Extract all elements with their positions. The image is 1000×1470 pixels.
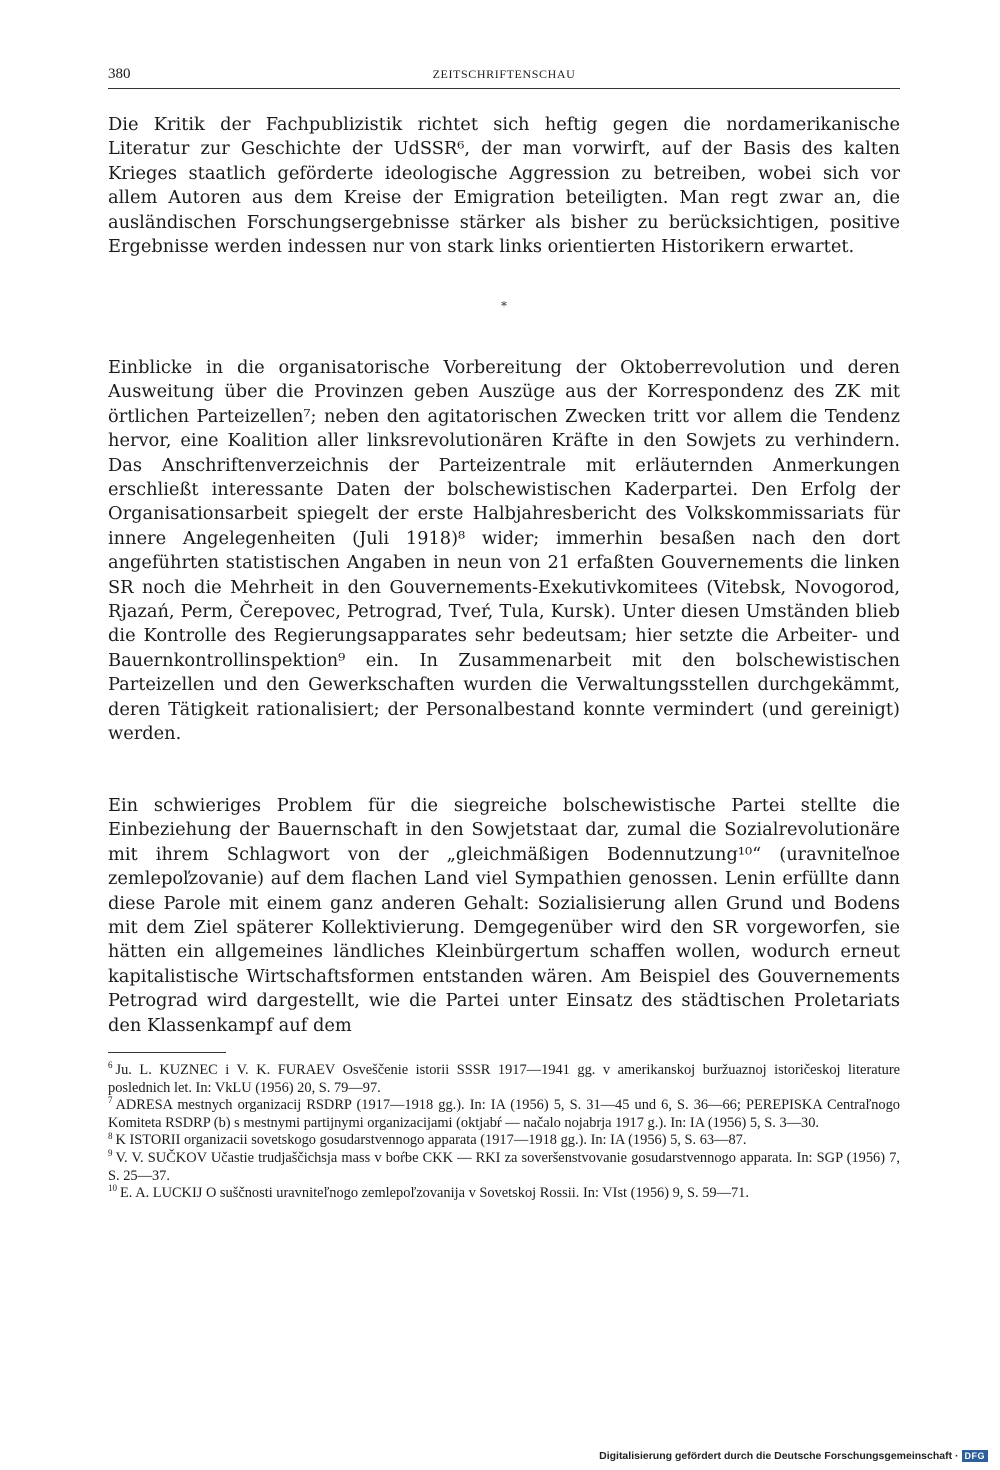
footnote: [108, 1062, 900, 1097]
footnote-text: V. V. SUČKOV Učastie trudjaščichsja mass v boŕbe CKK — RKI za soveršenstvovanie gosudarstvennogo apparata. In: SGP (1956) 7, S. 25—37.: [108, 1149, 900, 1184]
digitization-text: Digitalisierung gefördert durch die Deutsche Forschungsgemeinschaft ·: [599, 1450, 959, 1462]
section-2: [108, 356, 900, 747]
running-title: ZEITSCHRIFTENSCHAU: [432, 67, 576, 81]
footnote-text: ADRESA mestnych organizacij RSDRP (1917—1918 gg.). In: IA (1956) 5, S. 31—45 und 6, S. 36—66; PEREPISKA Centraľnogo Komiteta RSDRP (b) s mestnymi partijnymi organizacijami (oktjabŕ — načalo nojabrja 1917 g.). In: IA (1956) 5, S. 3—30.: [108, 1097, 900, 1131]
footnote-mark: 6: [108, 1060, 113, 1071]
paragraph-kritik: Die Kritik der Fachpublizistik richtet sich heftig gegen die nordamerikanische Literatur zur Geschichte der UdSSR⁶, der man vorwirft, auf der Basis des kalten Krieges staatlich geförderte ideologische Aggression zu betreiben, wobei sich vor allem Autoren aus dem Kreise der Emigration beteiligten. Man regt zwar an, die ausländischen Forschungsergebnisse stärker als bisher zu berücksichtigen, positive Ergebnisse werden indessen nur von stark links orientierten Historikern erwartet.: [108, 114, 900, 258]
section-1: [108, 113, 900, 313]
footnote-mark: 7: [108, 1095, 113, 1106]
footnote: [108, 1185, 900, 1203]
footnote: [108, 1132, 900, 1150]
footnote-rule: [108, 1052, 226, 1053]
paragraph-einblicke: Einblicke in die organisatorische Vorbereitung der Oktoberrevolution und deren Ausweitung über die Provinzen geben Auszüge aus der Korrespondenz des ZK mit örtlichen Parteizellen⁷; neben den agitatorischen Zwecken tritt vor allem die Tendenz hervor, eine Koalition aller linksrevolutionären Kräfte in den Sowjets zu verhindern. Das Anschriftenverzeichnis der Parteizentrale mit erläuternden Anmerkungen erschließt interessante Daten der bolschewistischen Kaderpartei. Den Erfolg der Organisationsarbeit spiegelt der erste Halbjahresbericht des Volkskommissariats für innere Angelegenheiten (Juli 1918)⁸ wider; immerhin besaßen nach den dort angeführten statistischen Angaben in neun von 21 erfaßten Gouvernements die linken SR noch die Mehrheit in den Gouvernements-Exekutivkomitees (Vitebsk, Novogorod, Rjazań, Perm, Čerepovec, Petrograd, Tveŕ, Tula, Kursk). Unter diesen Umständen blieb die Kontrolle des Regierungsapparates sehr bedeutsam; hier setzte die Arbeiter- und Bauernkontrollinspektion⁹ ein. In Zusammenarbeit mit den bolschewistischen Parteizellen und den Gewerkschaften wurden die Verwaltungsstellen durchgekämmt, deren Tätigkeit rationalisiert; der Personalbestand konnte vermindert (und gereinigt) werden.: [108, 357, 900, 745]
page-header: [108, 66, 900, 89]
section-separator: *: [501, 299, 507, 313]
footnote-mark: 10: [108, 1183, 117, 1194]
footnote-mark: 8: [108, 1130, 113, 1141]
section-3: [108, 794, 900, 1038]
footnote: [108, 1097, 900, 1132]
digitization-credit: [599, 1448, 988, 1464]
dfg-logo-icon: DFG: [962, 1450, 989, 1462]
footnotes: [108, 1062, 900, 1203]
footnote: [108, 1150, 900, 1185]
footnote-mark: 9: [108, 1148, 113, 1159]
footnote-text: K ISTORII organizacii sovetskogo gosudarstvennogo apparata (1917—1918 gg.). In: IA (1956) 5, S. 63—87.: [115, 1132, 747, 1149]
paragraph-bauernschaft: Ein schwieriges Problem für die siegreiche bolschewistische Partei stellte die Einbeziehung der Bauernschaft in den Sowjetstaat dar, zumal die Sozialrevolutionäre mit ihrem Schlagwort von der „gleichmäßigen Bodennutzung¹⁰“ (uravniteľnoe zemlepoľzovanie) auf dem flachen Land viel Sympathien genossen. Lenin erfüllte dann diese Parole mit einem ganz anderen Gehalt: Sozialisierung allen Grund und Bodens mit dem Ziel späterer Kollektivierung. Demgegenüber wird den SR vorgeworfen, sie hätten ein allgemeines ländliches Kleinbürgertum schaffen wollen, wodurch erneut kapitalistische Wirtschaftsformen entstanden wären. Am Beispiel des Gouvernements Petrograd wird dargestellt, wie die Partei unter Einsatz des städtischen Proletariats den Klassenkampf auf dem: [108, 795, 900, 1036]
page-number: 380: [108, 66, 131, 82]
footnote-text: E. A. LUCKIJ O suščnosti uravniteľnogo zemlepoľzovanija v Sovetskoj Rossii. In: VIst (1956) 9, S. 59—71.: [120, 1185, 749, 1202]
footnote-text: Ju. L. KUZNEC i V. K. FURAEV Osveščenie istorii SSSR 1917—1941 gg. v amerikanskoj buržuaznoj istoričeskoj literature poslednich let. In: VkLU (1956) 20, S. 79—97.: [108, 1062, 900, 1096]
